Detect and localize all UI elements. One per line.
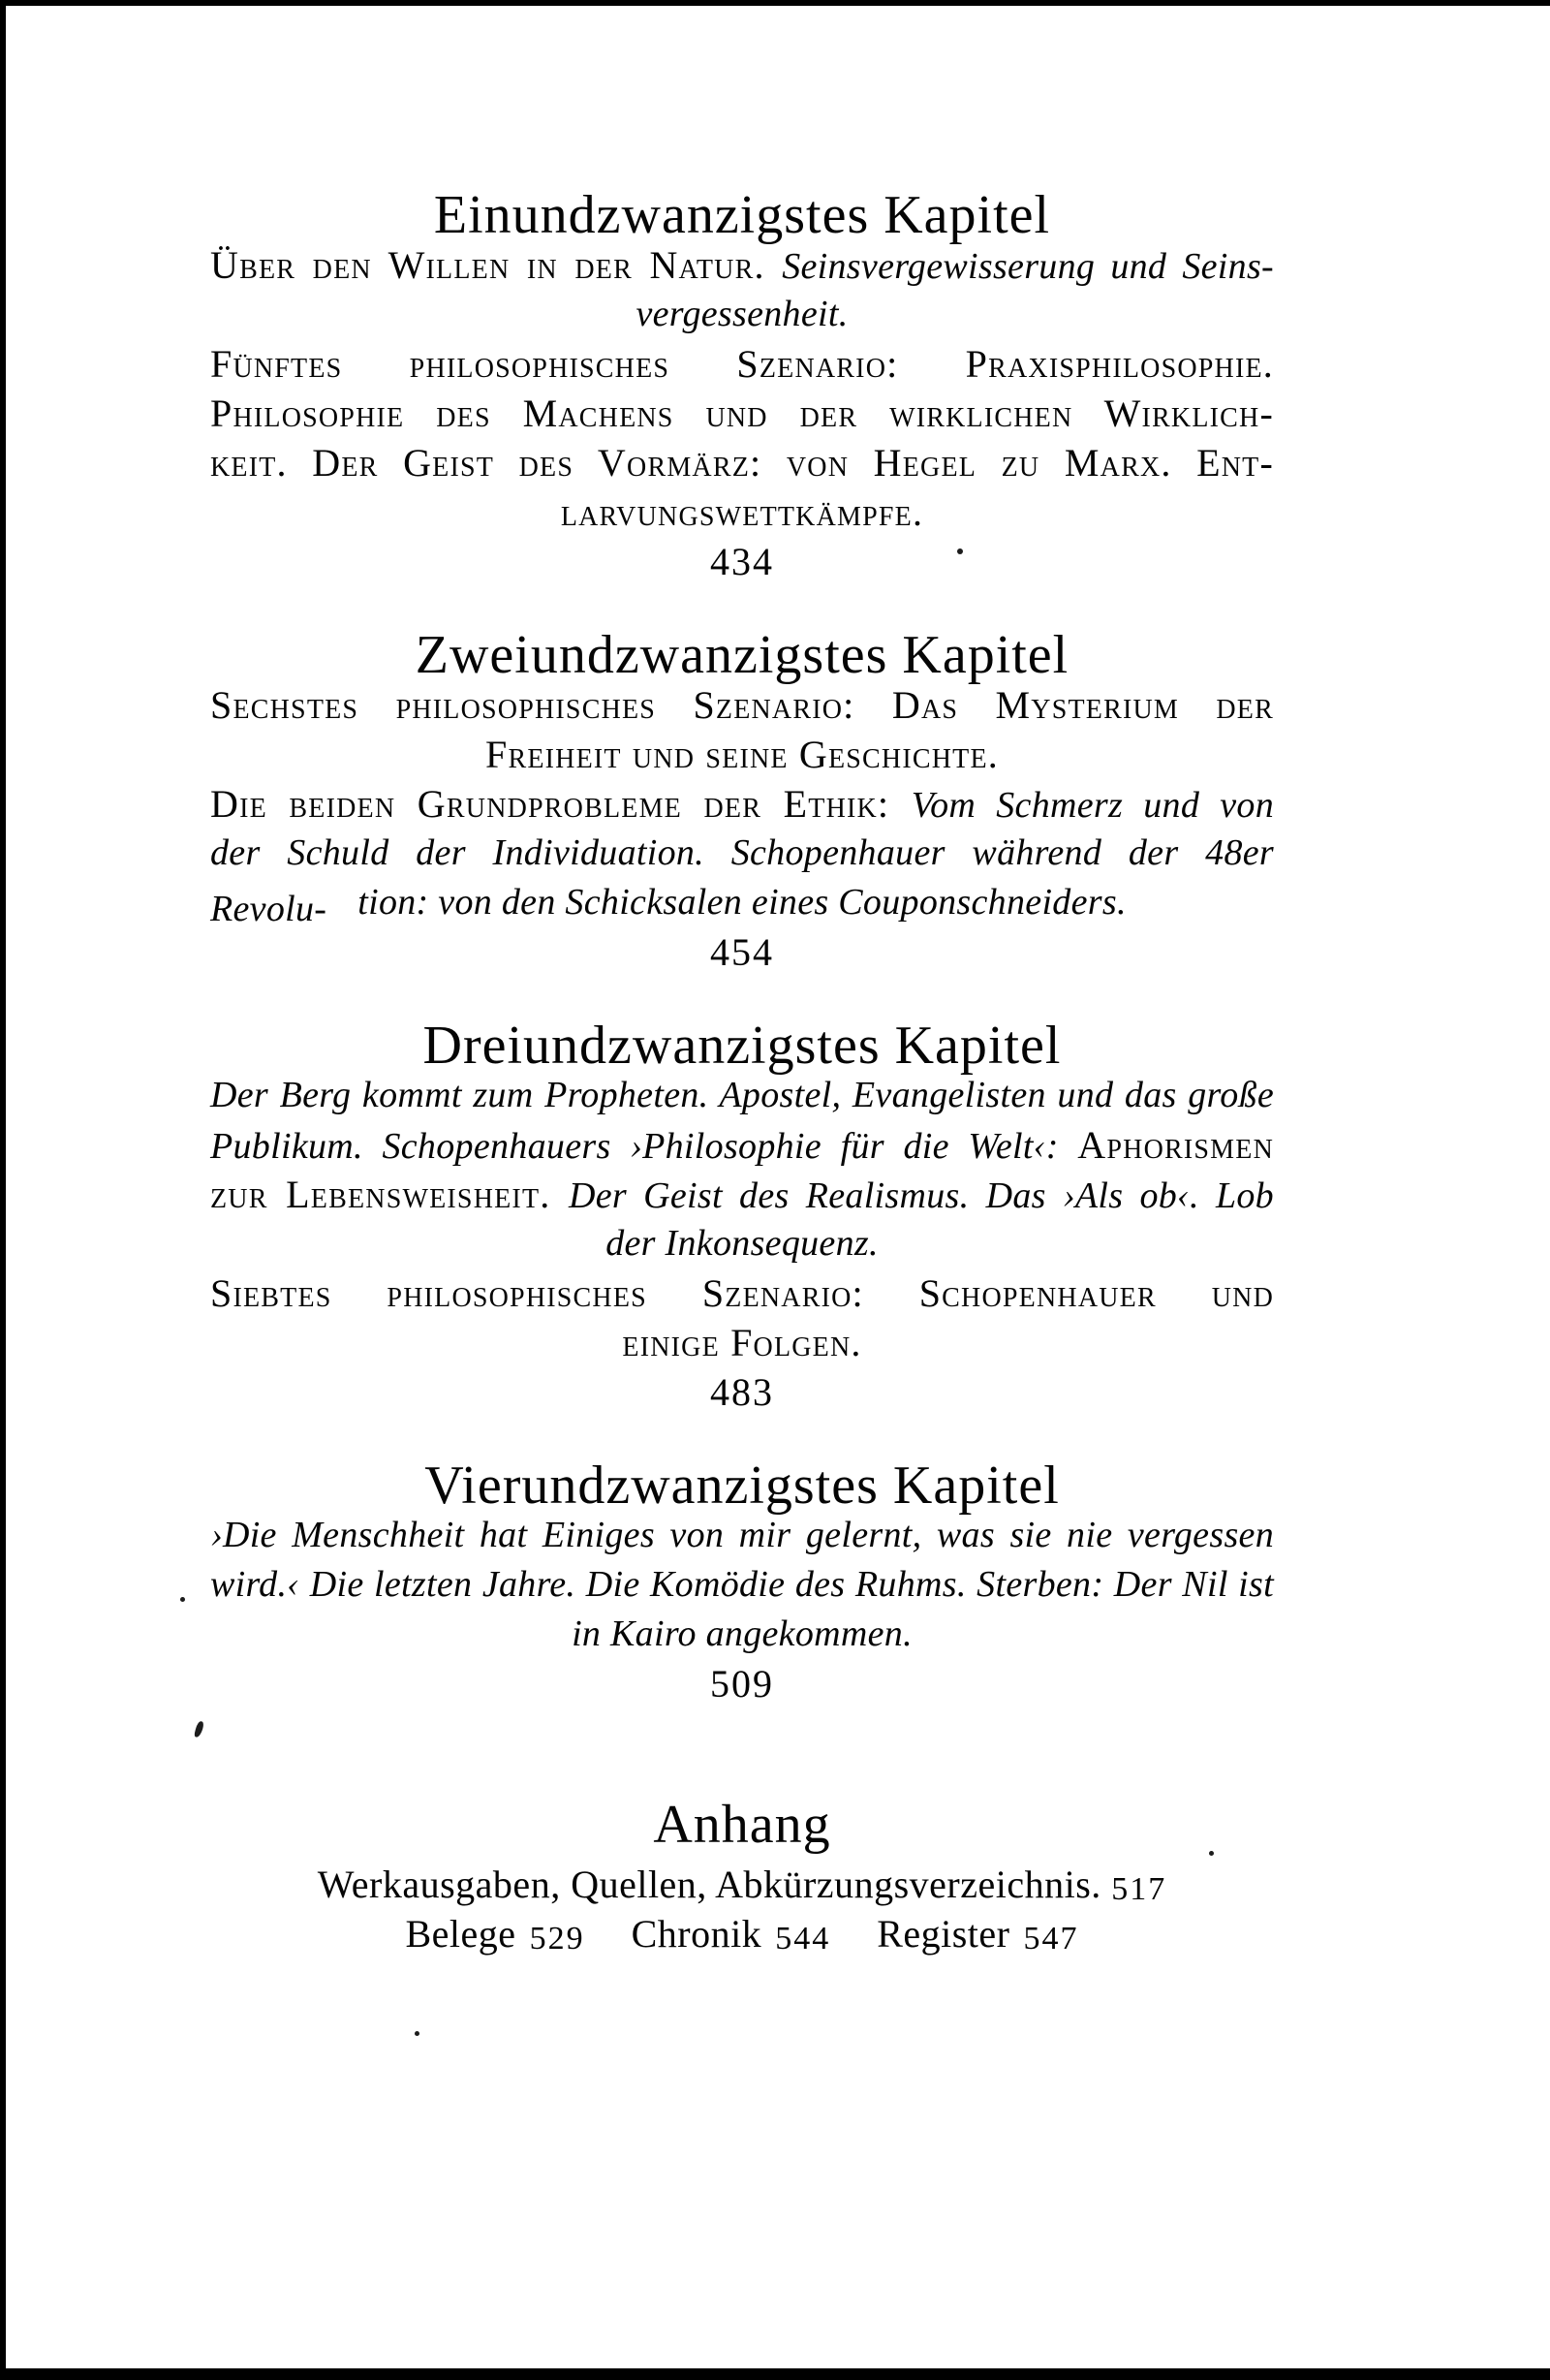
chapter-block-1 bbox=[210, 185, 1274, 586]
appendix-entry-chronik bbox=[632, 1909, 831, 1967]
text-segment-it: in Kairo angekommen. bbox=[572, 1613, 913, 1654]
text-segment-sc: Freiheit und seine Geschichte. bbox=[485, 733, 999, 776]
chapter-block-4 bbox=[210, 1456, 1274, 1708]
appendix-entry-page-number: 544 bbox=[775, 1921, 831, 1957]
scan-speck-comma bbox=[194, 1720, 204, 1738]
text-segment-sc: Philosophie des Machens und der wirklichen Wirklich- bbox=[210, 391, 1274, 435]
chapter-title: Vierundzwanzigstes Kapitel bbox=[424, 1456, 1060, 1516]
text-segment-it: tion: von den Schicksalen eines Couponschneiders. bbox=[357, 882, 1127, 923]
scan-speck-dot bbox=[415, 2031, 419, 2036]
toc-line bbox=[210, 1560, 1274, 1610]
text-segment-sc: einige Folgen. bbox=[622, 1321, 862, 1364]
table-of-contents bbox=[210, 0, 1274, 1958]
toc-line bbox=[210, 779, 1274, 829]
chapter-page-number: 483 bbox=[710, 1370, 774, 1414]
toc-line bbox=[210, 1268, 1274, 1318]
text-segment-rm: Werkausgaben, Quellen, Abkürzungsverzeichnis. bbox=[317, 1863, 1112, 1906]
toc-line bbox=[210, 730, 1274, 779]
toc-line bbox=[210, 878, 1274, 927]
toc-line bbox=[210, 680, 1274, 730]
chapter-title: Zweiundzwanzigstes Kapitel bbox=[415, 625, 1070, 685]
chapter-page-number: 509 bbox=[710, 1662, 774, 1706]
toc-line bbox=[210, 487, 1274, 537]
scan-speck-dot bbox=[957, 548, 963, 554]
text-segment-pagenum: 517 bbox=[1111, 1871, 1167, 1907]
chapter-title: Dreiundzwanzigstes Kapitel bbox=[422, 1016, 1062, 1076]
appendix-works-line bbox=[210, 1860, 1274, 1909]
text-segment-sc: Die beiden Grundprobleme der Ethik: bbox=[210, 782, 912, 826]
appendix-entry-label: Chronik bbox=[631, 1912, 762, 1956]
text-segment-it: Seinsvergewisserung und Seins- bbox=[782, 246, 1274, 287]
appendix-block bbox=[210, 1795, 1274, 1958]
toc-line bbox=[210, 1170, 1274, 1219]
scan-speck-dot bbox=[1209, 1851, 1214, 1856]
toc-line bbox=[210, 1610, 1274, 1659]
text-segment-sc: Sechstes philosophisches Szenario: Das Mysterium der bbox=[210, 683, 1274, 727]
text-segment-it: der Inkonsequenz. bbox=[605, 1223, 879, 1264]
toc-line bbox=[210, 1219, 1274, 1268]
text-segment-it: der Schuld der Individuation. Schopenhauer während der 48er Revolu- bbox=[210, 832, 1274, 929]
page-border-bottom bbox=[0, 2368, 1550, 2380]
appendix-entry-label: Belege bbox=[405, 1912, 516, 1956]
appendix-entries-line bbox=[210, 1909, 1274, 1958]
scan-speck-dot bbox=[180, 1597, 185, 1602]
toc-line bbox=[210, 1318, 1274, 1367]
appendix-entry-register bbox=[877, 1909, 1078, 1967]
text-segment-it: Der Geist des Realismus. Das ›Als ob‹. Lob bbox=[569, 1175, 1274, 1216]
toc-line bbox=[210, 389, 1274, 438]
toc-line bbox=[210, 438, 1274, 487]
appendix-entry-page-number: 529 bbox=[529, 1921, 585, 1957]
toc-line bbox=[210, 1071, 1274, 1120]
text-segment-it: Publikum. Schopenhauers ›Philosophie für die Welt‹: bbox=[210, 1126, 1078, 1167]
text-segment-it: ›Die Menschheit hat Einiges von mir gelernt, was sie nie vergessen bbox=[210, 1515, 1274, 1555]
toc-line bbox=[210, 339, 1274, 389]
appendix-entry-belege bbox=[406, 1909, 585, 1967]
chapter-page-number: 454 bbox=[710, 930, 774, 974]
text-segment-it: Vom Schmerz und von bbox=[911, 785, 1275, 826]
chapter-block-3 bbox=[210, 1016, 1274, 1417]
text-segment-sc: zur Lebensweisheit. bbox=[210, 1173, 569, 1216]
text-segment-sc: Siebtes philosophisches Szenario: Schopenhauer und bbox=[210, 1271, 1274, 1315]
page-border-left bbox=[0, 0, 6, 2380]
appendix-title: Anhang bbox=[653, 1795, 831, 1855]
toc-line bbox=[210, 1120, 1274, 1170]
chapter-block-2 bbox=[210, 625, 1275, 977]
toc-line bbox=[210, 1511, 1274, 1560]
chapter-title: Einundzwanzigstes Kapitel bbox=[433, 185, 1051, 245]
toc-line bbox=[210, 240, 1274, 290]
text-segment-sc: larvungswettkämpfe. bbox=[560, 490, 924, 534]
text-segment-sc: Fünftes philosophisches Szenario: Praxisphilosophie. bbox=[210, 342, 1274, 386]
text-segment-it: wird.‹ Die letzten Jahre. Die Komödie des Ruhms. Sterben: Der Nil ist bbox=[210, 1564, 1274, 1605]
toc-line bbox=[210, 290, 1274, 339]
chapter-page-number: 434 bbox=[710, 540, 774, 583]
text-segment-sc: keit. Der Geist des Vormärz: von Hegel zu Marx. Ent- bbox=[210, 441, 1274, 485]
text-segment-it: Der Berg kommt zum Propheten. Apostel, Evangelisten und das große bbox=[210, 1075, 1274, 1115]
text-segment-it: vergessenheit. bbox=[636, 294, 849, 334]
text-segment-sc: Über den Willen in der Natur. bbox=[210, 243, 783, 287]
appendix-entry-page-number: 547 bbox=[1023, 1921, 1079, 1957]
text-segment-sc: Aphorismen bbox=[1077, 1123, 1274, 1167]
appendix-entry-label: Register bbox=[877, 1912, 1010, 1956]
chapter-list bbox=[210, 185, 1275, 1708]
